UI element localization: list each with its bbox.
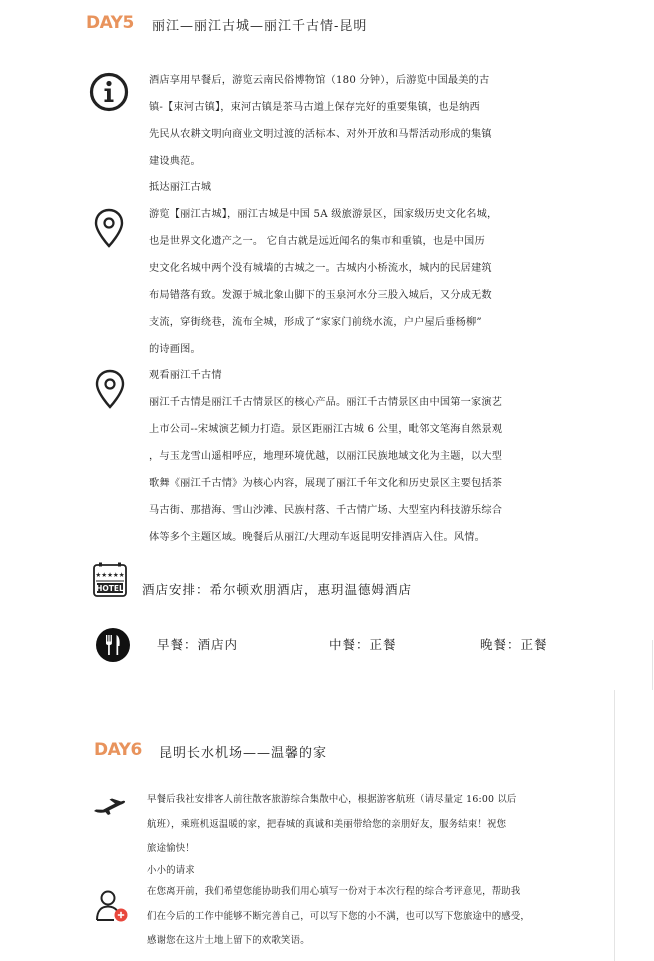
- day6-title: 昆明长水机场——温馨的家: [159, 746, 328, 761]
- user-add-icon: [94, 888, 130, 924]
- text-line: 马古街、那措海、雪山沙滩、民族村落、千古情广场、大型室内科技游乐综合: [149, 505, 503, 516]
- text-line: 也是世界文化遗产之一。 它自古就是远近闻名的集市和重镇，也是中国历: [149, 236, 485, 247]
- day6-request-paragraph: [147, 880, 530, 954]
- text-line: 上市公司--宋城演艺倾力打造。景区距丽江古城 6 公里，毗邻文笔海自然景观: [149, 424, 503, 435]
- page-edge-line: [614, 690, 615, 961]
- day6-label: DAY6: [94, 740, 142, 760]
- text-line: 丽江千古情是丽江千古情景区的核心产品。丽江千古情景区由中国第一家演艺: [149, 397, 503, 408]
- text-line: ，与玉龙雪山遥相呼应，地理环境优越，以丽江民族地域文化为主题，以大型: [149, 451, 503, 462]
- hotel-sign-icon: [92, 562, 128, 598]
- text-line: 建设典范。: [149, 156, 201, 167]
- breakfast-info: 早餐：酒店内: [157, 637, 239, 652]
- text-line: 镇-【束河古镇】，束河古镇是茶马古道上保存完好的重要集镇，也是纳西: [149, 102, 480, 113]
- text-line: 酒店享用早餐后，游览云南民俗博物馆（180 分钟），后游览中国最美的古: [149, 75, 490, 86]
- text-line: 史文化名城中两个没有城墙的古城之一。古城内小桥流水，城内的民居建筑: [149, 263, 492, 274]
- text-line: 旅途愉快！: [147, 843, 195, 854]
- day6-request-heading: 小小的请求: [147, 865, 195, 876]
- day5-show-paragraph: [149, 389, 502, 551]
- text-line: 在您离开前，我们希望您能协助我们用心填写一份对于本次行程的综合考评意见，帮助我: [147, 886, 521, 897]
- dinner-info: 晚餐：正餐: [480, 637, 548, 652]
- text-line: 歌舞《丽江千古情》为核心内容，展现了丽江千年文化和历史景区主要包括茶: [149, 478, 503, 489]
- text-line: 布局错落有致。发源于城北象山脚下的玉泉河水分三股入城后，又分成无数: [149, 290, 492, 301]
- text-line: 航班），乘班机返温暖的家，把春城的真诚和美丽带给您的亲朋好友，服务结束！祝您: [147, 818, 507, 830]
- text-line: 支流，穿街绕巷，流布全城，形成了“家家门前绕水流，户户屋后垂杨柳”: [149, 317, 482, 328]
- day5-breakfast-paragraph: [149, 67, 492, 175]
- info-icon: [88, 71, 130, 113]
- fork-knife-icon: [95, 627, 131, 663]
- day6-flight-paragraph: [147, 788, 517, 862]
- day5-title: 丽江—丽江古城—丽江千古情-昆明: [152, 19, 368, 34]
- hotel-stars: ★★★★★: [95, 571, 125, 579]
- day5-label: DAY5: [86, 13, 134, 33]
- day5-hotel-text: 酒店安排：希尔顿欢朋酒店，惠玥温德姆酒店: [142, 582, 413, 597]
- text-line: 先民从农耕文明向商业文明过渡的活标本、对外开放和马帮活动形成的集镇: [149, 129, 492, 140]
- text-line: 的诗画图。: [149, 344, 201, 355]
- text-line: 体等多个主题区域。晚餐后从丽江/大理动车返昆明安排酒店入住。风情。: [149, 532, 486, 543]
- airplane-icon: [92, 796, 126, 816]
- location-pin-icon: [93, 208, 125, 248]
- scroll-edge-line: [652, 640, 653, 690]
- text-line: 早餐后我社安排客人前往散客旅游综合集散中心，根据游客航班（请尽量定 16:00 以后: [147, 794, 517, 805]
- text-line: 游览【丽江古城】，丽江古城是中国 5A 级旅游景区，国家级历史文化名城，: [149, 209, 498, 220]
- day5-lijiang-paragraph: [149, 201, 497, 363]
- lunch-info: 中餐：正餐: [329, 637, 397, 652]
- day5-show-heading: 观看丽江千古情: [149, 370, 222, 381]
- text-line: 们在今后的工作中能够不断完善自己，可以写下您的小不满，也可以写下您旅途中的感受，: [147, 910, 531, 922]
- text-line: 感谢您在这片土地上留下的欢歌笑语。: [147, 935, 310, 946]
- day5-arrive-heading: 抵达丽江古城: [149, 182, 212, 193]
- hotel-sign-text: HOTEL: [96, 584, 124, 594]
- location-pin-icon: [94, 369, 126, 409]
